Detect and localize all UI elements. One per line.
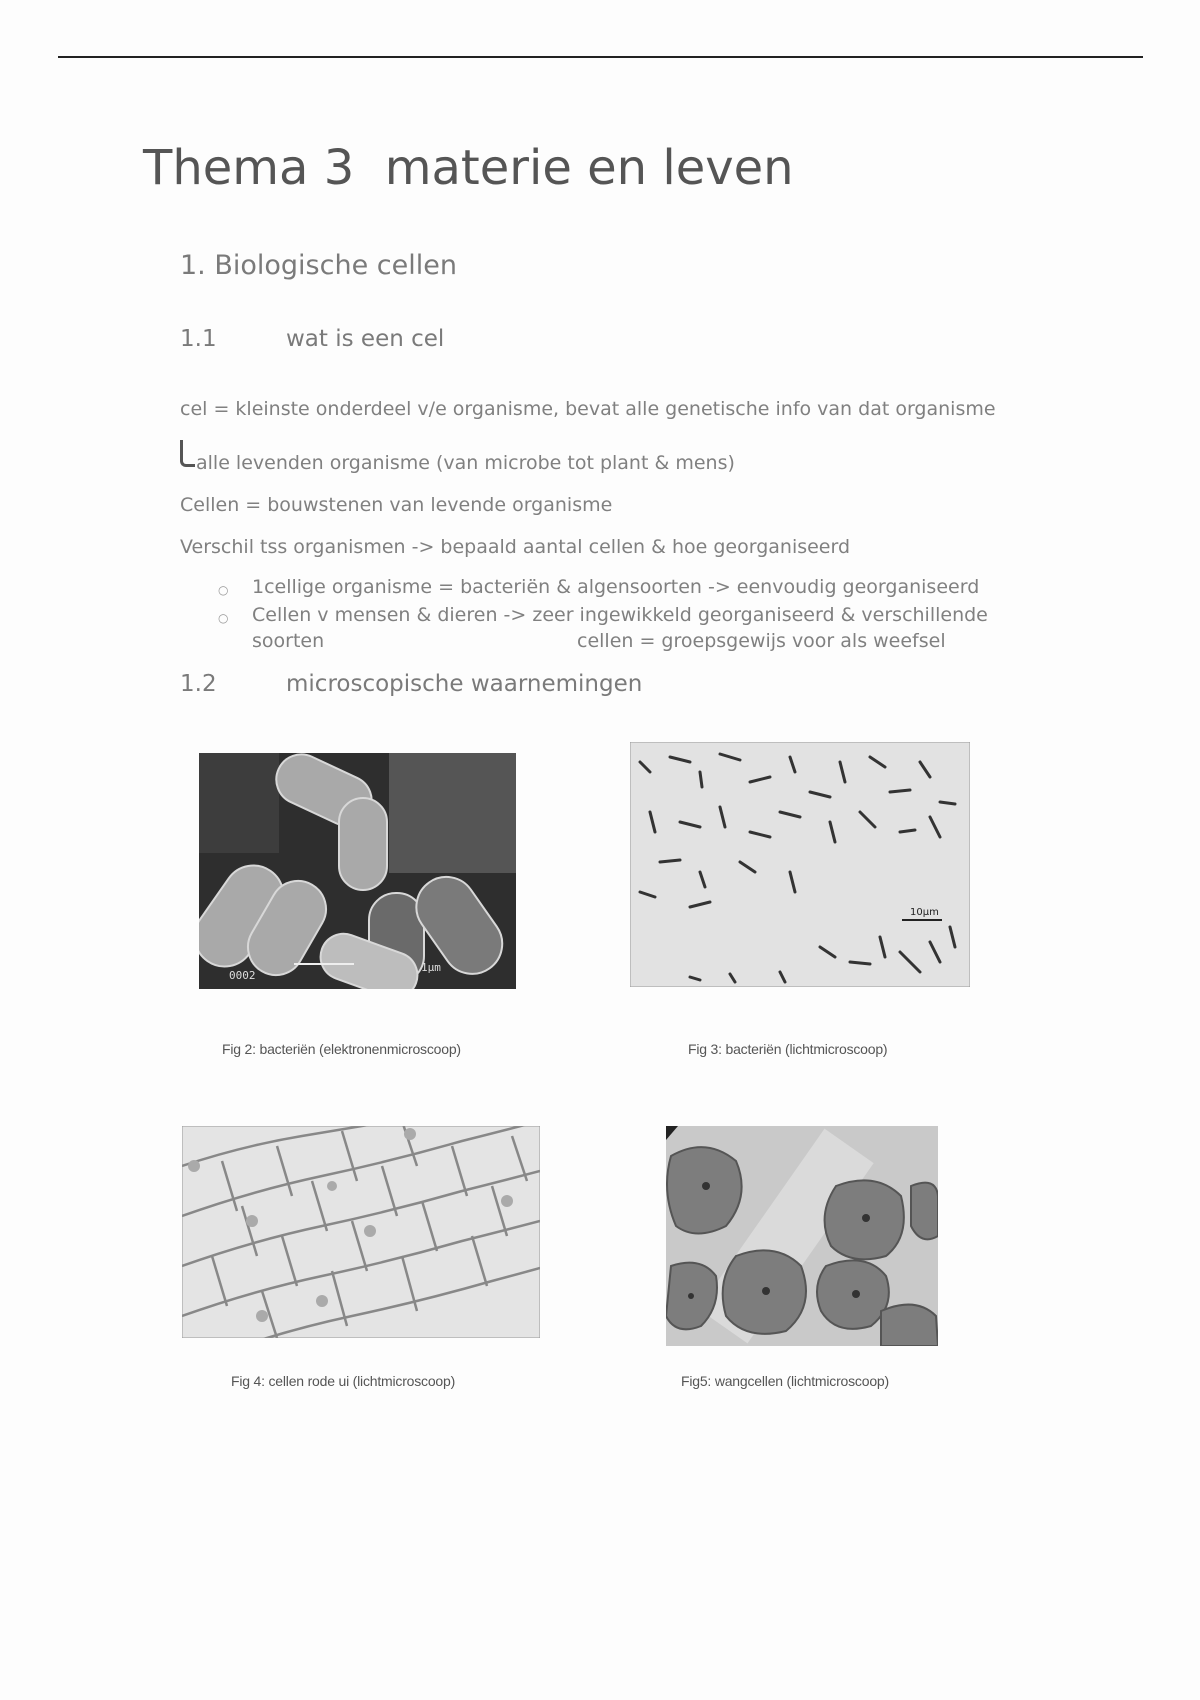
scale-bar-label: 10µm	[910, 907, 939, 918]
subsection-heading-1-1	[180, 326, 444, 352]
subsection-label: microscopische waarnemingen	[286, 671, 643, 697]
page-title: Thema 3 materie en leven	[143, 140, 794, 196]
onion-cells-micrograph-icon	[182, 1126, 540, 1338]
figure-caption-2: Fig 2: bacteriën (elektronenmicroscoop)	[222, 1041, 461, 1057]
figure-caption-3: Fig 3: bacteriën (lichtmicroscoop)	[688, 1041, 888, 1057]
subsection-label: wat is een cel	[286, 326, 445, 352]
bullet-text-2-cont-a: soorten	[252, 630, 325, 652]
bullet-text-2-cont-b: cellen = groepsgewijs voor als weefsel	[577, 630, 946, 652]
verschil-text: Verschil tss organismen -> bepaald aantal cellen & hoe georganiseerd	[180, 536, 851, 558]
arrow-note-text: alle levenden organisme (van microbe tot plant & mens)	[196, 452, 735, 474]
svg-text:0002: 0002	[229, 969, 256, 982]
subsection-number: 1.1	[180, 326, 217, 352]
cellen-text: Cellen = bouwstenen van levende organisme	[180, 494, 613, 516]
bullet-circle-icon: ○	[218, 611, 229, 625]
top-rule	[58, 56, 1143, 58]
electron-micrograph-bacteria-icon	[199, 753, 516, 989]
return-arrow-icon	[180, 440, 195, 467]
subsection-number: 1.2	[180, 671, 217, 697]
bullet-text-2: Cellen v mensen & dieren -> zeer ingewikkeld georganiseerd & verschillende	[252, 604, 988, 626]
figure-caption-5: Fig5: wangcellen (lichtmicroscoop)	[681, 1373, 889, 1389]
subsection-heading-1-2	[180, 671, 642, 697]
svg-text:1μm: 1μm	[421, 961, 441, 974]
bullet-text-1: 1cellige organisme = bacteriën & algensoorten -> eenvoudig georganiseerd	[252, 576, 980, 598]
section-heading: 1. Biologische cellen	[180, 250, 457, 281]
figure-caption-4: Fig 4: cellen rode ui (lichtmicroscoop)	[231, 1373, 456, 1389]
light-micrograph-bacteria-icon	[630, 742, 970, 987]
bullet-circle-icon: ○	[218, 583, 229, 597]
definition-text: cel = kleinste onderdeel v/e organisme, bevat alle genetische info van dat organisme	[180, 398, 996, 420]
cheek-cells-micrograph-icon	[666, 1126, 938, 1346]
